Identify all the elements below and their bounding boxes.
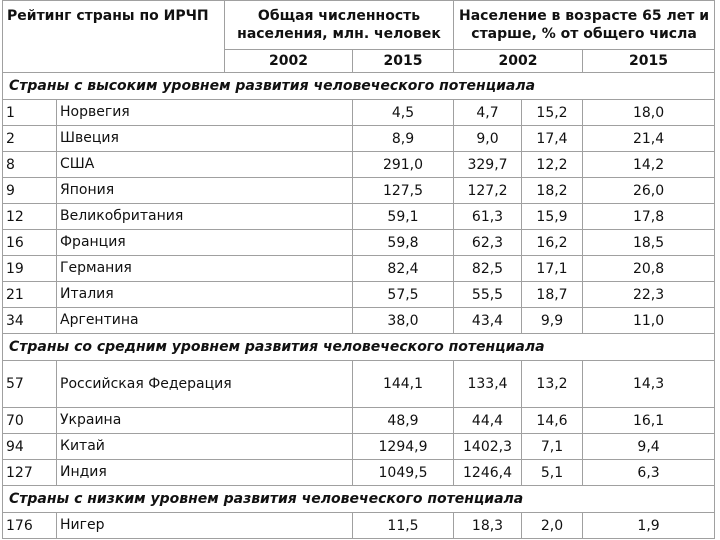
population-year-2002: 2002 <box>225 50 353 73</box>
old2002-cell: 16,2 <box>522 230 583 256</box>
old2015-cell: 16,1 <box>583 408 715 434</box>
old2002-cell: 15,2 <box>522 100 583 126</box>
rank-cell: 2 <box>3 126 57 152</box>
pop2015-cell: 329,7 <box>454 152 522 178</box>
country-cell: Великобритания <box>57 204 353 230</box>
rank-cell: 9 <box>3 178 57 204</box>
table-row <box>3 408 715 434</box>
rank-cell: 12 <box>3 204 57 230</box>
pop2015-cell: 9,0 <box>454 126 522 152</box>
rank-cell: 94 <box>3 434 57 460</box>
pop2015-cell: 1246,4 <box>454 460 522 486</box>
rank-cell: 8 <box>3 152 57 178</box>
rank-cell: 21 <box>3 282 57 308</box>
pop2015-cell: 133,4 <box>454 361 522 408</box>
old2002-cell: 18,2 <box>522 178 583 204</box>
group-row-high <box>3 73 715 100</box>
pop2015-cell: 82,5 <box>454 256 522 282</box>
country-cell: Германия <box>57 256 353 282</box>
hdi-population-table <box>2 0 715 539</box>
pop2002-cell: 1049,5 <box>353 460 454 486</box>
old2002-cell: 9,9 <box>522 308 583 334</box>
country-cell: Япония <box>57 178 353 204</box>
country-cell: Китай <box>57 434 353 460</box>
pop2002-cell: 144,1 <box>353 361 454 408</box>
rank-column-header: Рейтинг страны по ИРЧП <box>3 1 225 73</box>
old2015-cell: 20,8 <box>583 256 715 282</box>
country-cell: Аргентина <box>57 308 353 334</box>
table-row <box>3 308 715 334</box>
table-row <box>3 434 715 460</box>
pop2015-cell: 43,4 <box>454 308 522 334</box>
old2015-cell: 18,0 <box>583 100 715 126</box>
group-title-low: Страны с низким уровнем развития человеческого потенциала <box>3 486 715 513</box>
table-row <box>3 178 715 204</box>
old2015-cell: 6,3 <box>583 460 715 486</box>
pop2015-cell: 18,3 <box>454 513 522 539</box>
country-cell: Норвегия <box>57 100 353 126</box>
old2002-cell: 12,2 <box>522 152 583 178</box>
pop2002-cell: 4,5 <box>353 100 454 126</box>
rank-cell: 19 <box>3 256 57 282</box>
old2002-cell: 14,6 <box>522 408 583 434</box>
elderly-column-header: Население в возрасте 65 лет и старше, % от общего числа <box>454 1 715 50</box>
pop2002-cell: 38,0 <box>353 308 454 334</box>
table-row <box>3 513 715 539</box>
old2015-cell: 14,3 <box>583 361 715 408</box>
elderly-year-2015: 2015 <box>583 50 715 73</box>
country-cell: Индия <box>57 460 353 486</box>
old2015-cell: 9,4 <box>583 434 715 460</box>
pop2015-cell: 1402,3 <box>454 434 522 460</box>
table-row <box>3 230 715 256</box>
table-container <box>2 0 718 540</box>
pop2002-cell: 291,0 <box>353 152 454 178</box>
pop2015-cell: 44,4 <box>454 408 522 434</box>
old2015-cell: 1,9 <box>583 513 715 539</box>
pop2002-cell: 59,1 <box>353 204 454 230</box>
table-row <box>3 256 715 282</box>
old2002-cell: 2,0 <box>522 513 583 539</box>
pop2002-cell: 48,9 <box>353 408 454 434</box>
elderly-year-2002: 2002 <box>454 50 583 73</box>
table-row <box>3 100 715 126</box>
old2002-cell: 5,1 <box>522 460 583 486</box>
group-row-low <box>3 486 715 513</box>
country-cell: Италия <box>57 282 353 308</box>
old2015-cell: 14,2 <box>583 152 715 178</box>
old2015-cell: 11,0 <box>583 308 715 334</box>
old2015-cell: 22,3 <box>583 282 715 308</box>
country-cell: Франция <box>57 230 353 256</box>
pop2015-cell: 4,7 <box>454 100 522 126</box>
country-cell: Украина <box>57 408 353 434</box>
pop2015-cell: 127,2 <box>454 178 522 204</box>
rank-cell: 34 <box>3 308 57 334</box>
old2015-cell: 17,8 <box>583 204 715 230</box>
pop2002-cell: 82,4 <box>353 256 454 282</box>
old2002-cell: 17,1 <box>522 256 583 282</box>
table-row <box>3 460 715 486</box>
old2015-cell: 21,4 <box>583 126 715 152</box>
population-year-2015: 2015 <box>353 50 454 73</box>
table-row <box>3 204 715 230</box>
table-row <box>3 126 715 152</box>
country-cell: Нигер <box>57 513 353 539</box>
pop2015-cell: 55,5 <box>454 282 522 308</box>
old2002-cell: 13,2 <box>522 361 583 408</box>
rank-cell: 176 <box>3 513 57 539</box>
population-column-header: Общая численность населения, млн. человек <box>225 1 454 50</box>
old2002-cell: 17,4 <box>522 126 583 152</box>
table-row <box>3 361 715 408</box>
country-cell: Швеция <box>57 126 353 152</box>
group-row-medium <box>3 334 715 361</box>
pop2002-cell: 127,5 <box>353 178 454 204</box>
old2002-cell: 7,1 <box>522 434 583 460</box>
old2002-cell: 15,9 <box>522 204 583 230</box>
old2015-cell: 26,0 <box>583 178 715 204</box>
table-row <box>3 282 715 308</box>
old2002-cell: 18,7 <box>522 282 583 308</box>
group-title-medium: Страны со средним уровнем развития человеческого потенциала <box>3 334 715 361</box>
old2015-cell: 18,5 <box>583 230 715 256</box>
header-row <box>3 1 715 50</box>
table-row <box>3 152 715 178</box>
pop2002-cell: 59,8 <box>353 230 454 256</box>
pop2015-cell: 61,3 <box>454 204 522 230</box>
pop2015-cell: 62,3 <box>454 230 522 256</box>
rank-cell: 16 <box>3 230 57 256</box>
rank-cell: 127 <box>3 460 57 486</box>
rank-cell: 70 <box>3 408 57 434</box>
pop2002-cell: 57,5 <box>353 282 454 308</box>
country-cell: США <box>57 152 353 178</box>
rank-cell: 1 <box>3 100 57 126</box>
pop2002-cell: 1294,9 <box>353 434 454 460</box>
pop2002-cell: 11,5 <box>353 513 454 539</box>
rank-cell: 57 <box>3 361 57 408</box>
country-cell: Российская Федерация <box>57 361 353 408</box>
group-title-high: Страны с высоким уровнем развития человеческого потенциала <box>3 73 715 100</box>
pop2002-cell: 8,9 <box>353 126 454 152</box>
